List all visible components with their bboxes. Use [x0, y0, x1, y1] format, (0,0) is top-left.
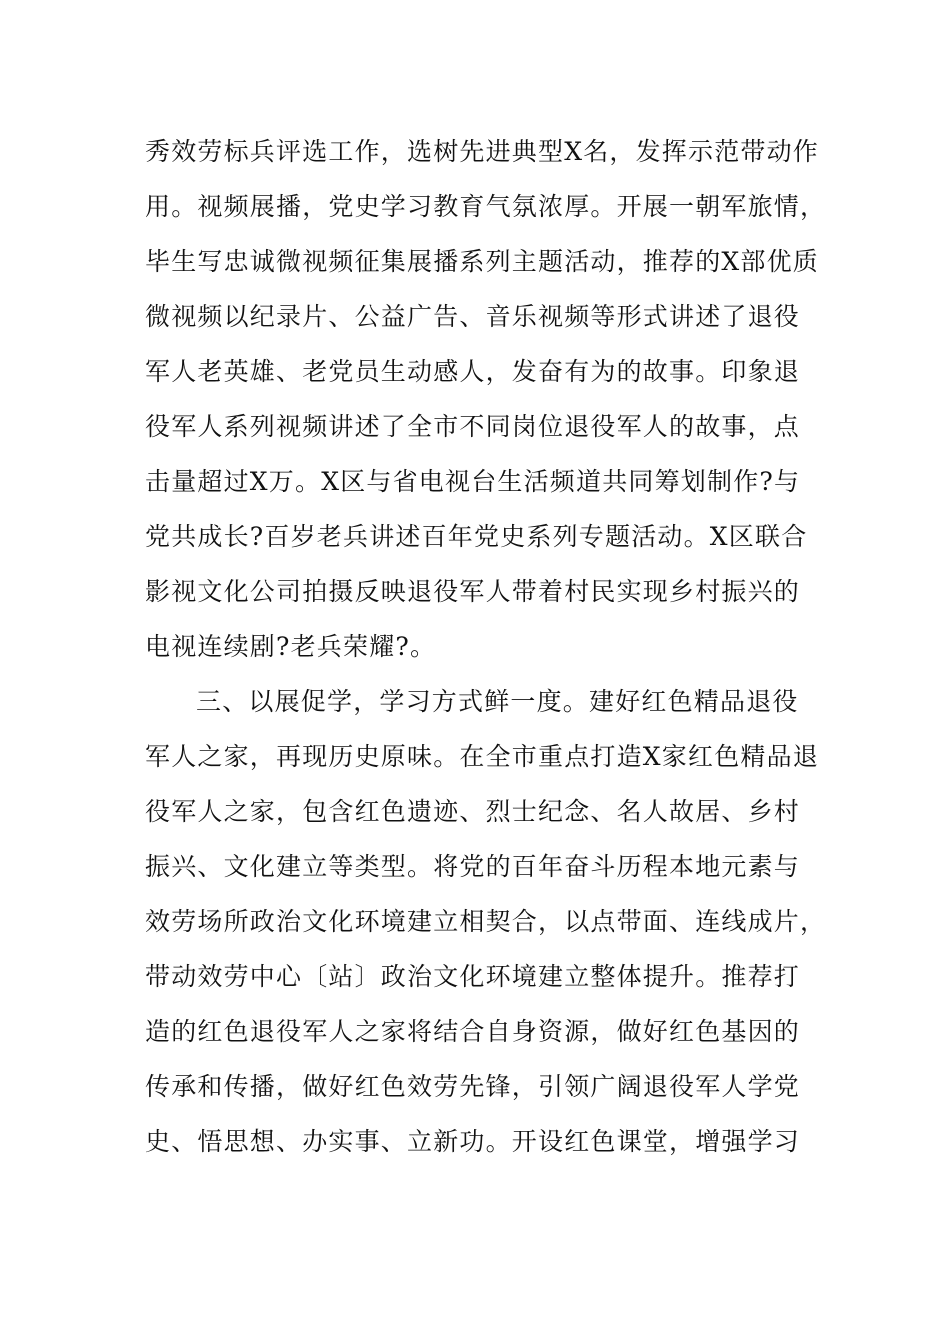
text-line: 带动效劳中心〔站〕政治文化环境建立整体提升。推荐打 — [145, 962, 801, 991]
text-line: 传承和传播，做好红色效劳先锋，引领广阔退役军人学党 — [145, 1072, 801, 1101]
text-line: 史、悟思想、办实事、立新功。开设红色课堂，增强学习 — [145, 1127, 801, 1156]
text-line: 影视文化公司拍摄反映退役军人带着村民实现乡村振兴的 — [145, 577, 801, 606]
text-line: 微视频以纪录片、公益广告、音乐视频等形式讲述了退役 — [145, 302, 801, 331]
text-line: 秀效劳标兵评选工作，选树先进典型X名，发挥示范带动作 — [145, 137, 820, 166]
text-line: 击量超过X万。X区与省电视台生活频道共同筹划制作?与 — [145, 467, 801, 496]
text-line: 振兴、文化建立等类型。将党的百年奋斗历程本地元素与 — [145, 852, 801, 881]
text-line: 党共成长?百岁老兵讲述百年党史系列专题活动。X区联合 — [145, 522, 808, 551]
text-line: 军人老英雄、老党员生动感人，发奋有为的故事。印象退 — [145, 357, 801, 386]
text-line: 毕生写忠诚微视频征集展播系列主题活动，推荐的X部优质 — [145, 247, 820, 276]
text-line: 造的红色退役军人之家将结合自身资源，做好红色基因的 — [145, 1017, 801, 1046]
text-line: 役军人系列视频讲述了全市不同岗位退役军人的故事，点 — [145, 412, 801, 441]
text-line: 用。视频展播，党史学习教育气氛浓厚。开展一朝军旅情， — [145, 192, 827, 221]
text-line: 电视连续剧?老兵荣耀?。 — [145, 632, 437, 661]
section-heading-line: 三、以展促学，学习方式鲜一度。建好红色精品退役 — [196, 687, 799, 716]
text-line: 役军人之家，包含红色遗迹、烈士纪念、名人故居、乡村 — [145, 797, 801, 826]
text-line: 军人之家，再现历史原味。在全市重点打造X家红色精品退 — [145, 742, 820, 771]
text-line: 效劳场所政治文化环境建立相契合，以点带面、连线成片， — [145, 907, 827, 936]
